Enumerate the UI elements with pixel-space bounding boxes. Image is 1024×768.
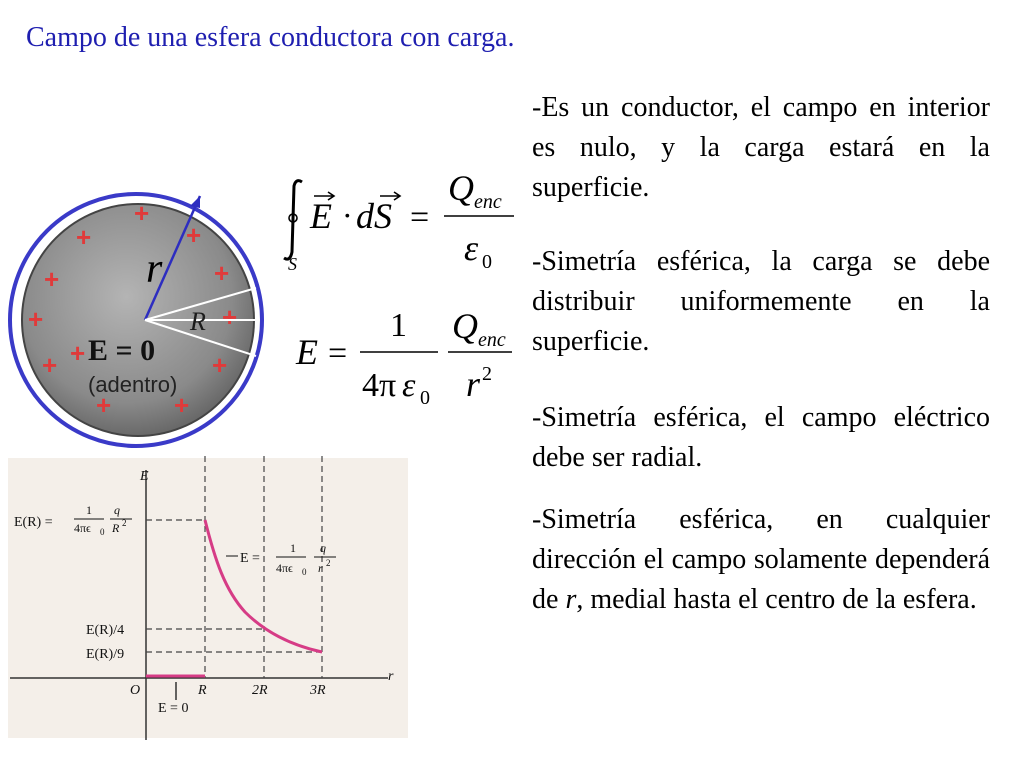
curve-sub-zero: 0 bbox=[302, 567, 307, 577]
x-axis-label: r bbox=[388, 669, 394, 684]
inside-label: (adentro) bbox=[88, 372, 178, 397]
page-title: Campo de una esfera conductora con carga. bbox=[26, 22, 515, 53]
plus-charge: + bbox=[186, 220, 202, 250]
charged-sphere-figure bbox=[0, 160, 290, 460]
plus-charge: + bbox=[174, 390, 190, 420]
Q: Q bbox=[448, 168, 474, 208]
bullet-4 bbox=[532, 500, 990, 620]
bullet-1: -Es un conductor, el campo en interior es nulo, y la carga estará en la superficie. bbox=[532, 92, 990, 203]
curve-label: E = bbox=[240, 551, 260, 566]
curve-frac-r: r bbox=[318, 561, 323, 575]
radius-r-label: r bbox=[146, 246, 163, 292]
bullet-2: -Simetría esférica, la carga se debe distribuir uniformemente en la superficie. bbox=[532, 246, 990, 357]
frac-q: q bbox=[114, 503, 120, 517]
E-zero-label: E = 0 bbox=[158, 701, 189, 716]
one: 1 bbox=[390, 307, 407, 344]
r: r bbox=[466, 364, 481, 404]
Q: Q bbox=[452, 306, 478, 346]
plus-charge: + bbox=[28, 304, 44, 334]
plus-charge: + bbox=[76, 222, 92, 252]
bullet-3: -Simetría esférica, el campo eléctrico debe ser radial. bbox=[532, 402, 990, 473]
two: 2 bbox=[482, 363, 492, 385]
field-vs-radius-graph bbox=[0, 440, 410, 760]
four-pi: 4π bbox=[362, 367, 397, 404]
curve-frac-sq: 2 bbox=[326, 558, 331, 568]
y-axis-label: E bbox=[140, 469, 149, 484]
bullet-4-text-a: -Simetría esférica, en cualquier dirección el campo solamente dependerá de bbox=[532, 504, 990, 615]
zero: 0 bbox=[482, 251, 492, 273]
frac-4pe: 4πϵ bbox=[74, 521, 91, 535]
origin-label: O bbox=[130, 683, 141, 698]
bullet-4-text-b: , medial hasta el centro de la esfera. bbox=[576, 584, 977, 615]
plus-charge: + bbox=[214, 258, 230, 288]
curve-frac-one: 1 bbox=[290, 541, 296, 555]
equals: = bbox=[410, 199, 430, 236]
plus-charge: + bbox=[134, 198, 150, 228]
radius-R-label: R bbox=[190, 307, 206, 336]
equals: = bbox=[328, 335, 348, 372]
E: E bbox=[296, 332, 318, 372]
plus-charge: + bbox=[212, 350, 228, 380]
plus-charge: + bbox=[70, 338, 86, 368]
frac-sq: 2 bbox=[122, 518, 127, 528]
surface-S: S bbox=[288, 254, 297, 274]
dS-vector: dS bbox=[356, 196, 392, 236]
sub-zero: 0 bbox=[100, 527, 105, 537]
plus-charge: + bbox=[222, 302, 238, 332]
plus-charge: + bbox=[42, 350, 58, 380]
arrow-head-icon bbox=[190, 196, 200, 208]
ER-label: E(R) = bbox=[14, 515, 53, 530]
field-equation bbox=[290, 300, 520, 420]
ER4-label: E(R)/4 bbox=[86, 623, 125, 638]
frac-R: R bbox=[112, 521, 120, 535]
epsilon: ε bbox=[464, 228, 479, 268]
tick-2R: 2R bbox=[252, 683, 268, 698]
gauss-law-equation bbox=[282, 160, 522, 280]
enc: enc bbox=[474, 191, 502, 213]
ER9-label: E(R)/9 bbox=[86, 647, 125, 662]
dot-operator: · bbox=[342, 197, 353, 233]
epsilon: ε bbox=[402, 367, 416, 404]
plus-charge: + bbox=[44, 264, 60, 294]
inside-field-label: E = 0 bbox=[88, 334, 156, 367]
zero: 0 bbox=[420, 387, 430, 409]
frac-one: 1 bbox=[86, 503, 92, 517]
curve-frac-4pe: 4πϵ bbox=[276, 561, 293, 575]
tick-3R: 3R bbox=[310, 683, 326, 698]
enc: enc bbox=[478, 329, 506, 351]
plus-charge: + bbox=[96, 390, 112, 420]
curve-frac-q: q bbox=[320, 541, 326, 555]
E-vector: E bbox=[310, 196, 332, 236]
tick-R: R bbox=[198, 683, 207, 698]
bullet-4-r: r bbox=[565, 584, 577, 615]
